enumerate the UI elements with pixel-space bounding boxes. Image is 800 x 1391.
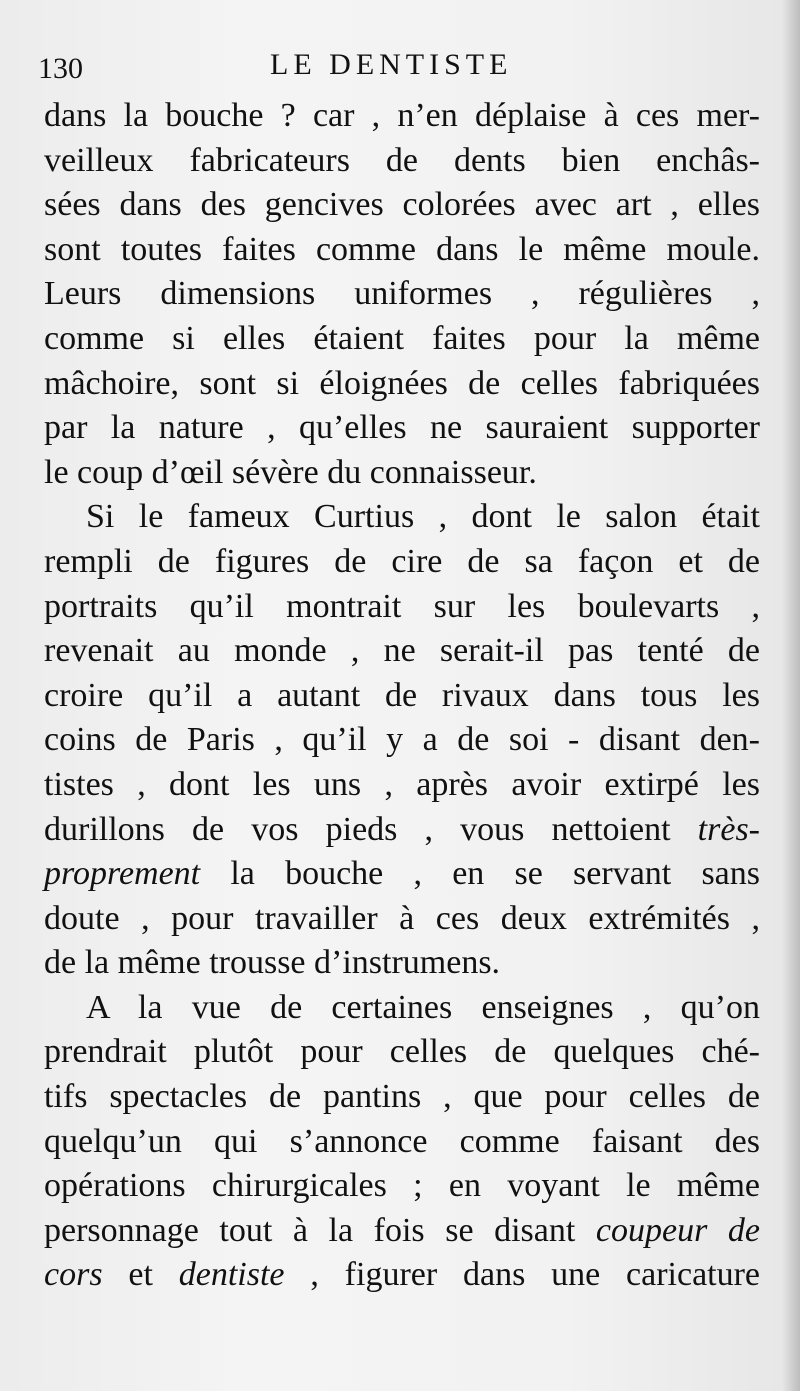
text-segment: et — [128, 1256, 153, 1294]
text-line: sont toutes faites comme dans le même moule. — [44, 230, 760, 268]
text-line: A la vue de certaines enseignes , qu’on — [86, 988, 760, 1026]
text-line: veilleux fabricateurs de dents bien enchâs- — [44, 141, 760, 179]
italic-text: cors — [44, 1256, 103, 1294]
text-line: prendrait plutôt pour celles de quelques ché- — [44, 1033, 760, 1071]
text-line: comme si elles étaient faites pour la même — [44, 319, 760, 357]
body-text — [44, 94, 760, 1298]
text-line — [44, 1209, 760, 1254]
page-header — [38, 48, 760, 88]
text-line: tifs spectacles de pantins , que pour celles de — [44, 1078, 760, 1116]
text-line: opérations chirurgicales ; en voyant le même — [44, 1167, 760, 1205]
page-edge-shadow — [782, 0, 800, 1391]
text-line: de la même trousse d’instrumens. — [44, 944, 501, 982]
text-line: sées dans des gencives colorées avec art , elles — [44, 186, 760, 224]
text-line: Leurs dimensions uniformes , régulières , — [44, 275, 760, 313]
text-line — [44, 808, 760, 853]
page-number: 130 — [38, 52, 83, 85]
text-line: quelqu’un qui s’annonce comme faisant des — [44, 1122, 760, 1160]
text-line: mâchoire, sont si éloignées de celles fabriquées — [44, 364, 760, 402]
text-line: le coup d’œil sévère du connaisseur. — [44, 453, 537, 491]
text-line: Si le fameux Curtius , dont le salon était — [86, 498, 760, 536]
text-line — [44, 1253, 760, 1298]
text-segment: personnage tout à la fois se disant — [44, 1211, 576, 1249]
text-line: dans la bouche ? car , n’en déplaise à ces mer- — [44, 97, 760, 134]
italic-text: proprement — [44, 855, 201, 893]
text-segment: la bouche , en se servant sans — [230, 855, 760, 893]
text-segment: durillons de vos pieds , vous nettoient — [44, 810, 671, 848]
italic-text: coupeur de — [595, 1211, 760, 1249]
text-line: par la nature , qu’elles ne sauraient supporter — [44, 409, 760, 447]
text-line: doute , pour travailler à ces deux extrémités , — [44, 899, 760, 937]
text-line — [44, 852, 760, 897]
text-line: coins de Paris , qu’il y a de soi - disant den- — [44, 721, 760, 759]
text-line: portraits qu’il montrait sur les boulevarts , — [44, 587, 760, 625]
text-line: croire qu’il a autant de rivaux dans tous les — [44, 676, 760, 714]
italic-text: très- — [697, 810, 760, 848]
italic-text: dentiste — [178, 1256, 285, 1294]
text-line: rempli de figures de cire de sa façon et de — [44, 542, 760, 580]
text-line: revenait au monde , ne serait-il pas tenté de — [44, 632, 760, 670]
text-segment: , figurer dans une caricature — [310, 1256, 761, 1294]
text-line: tistes , dont les uns , après avoir extirpé les — [44, 765, 760, 803]
running-title: LE DENTISTE — [270, 48, 513, 81]
